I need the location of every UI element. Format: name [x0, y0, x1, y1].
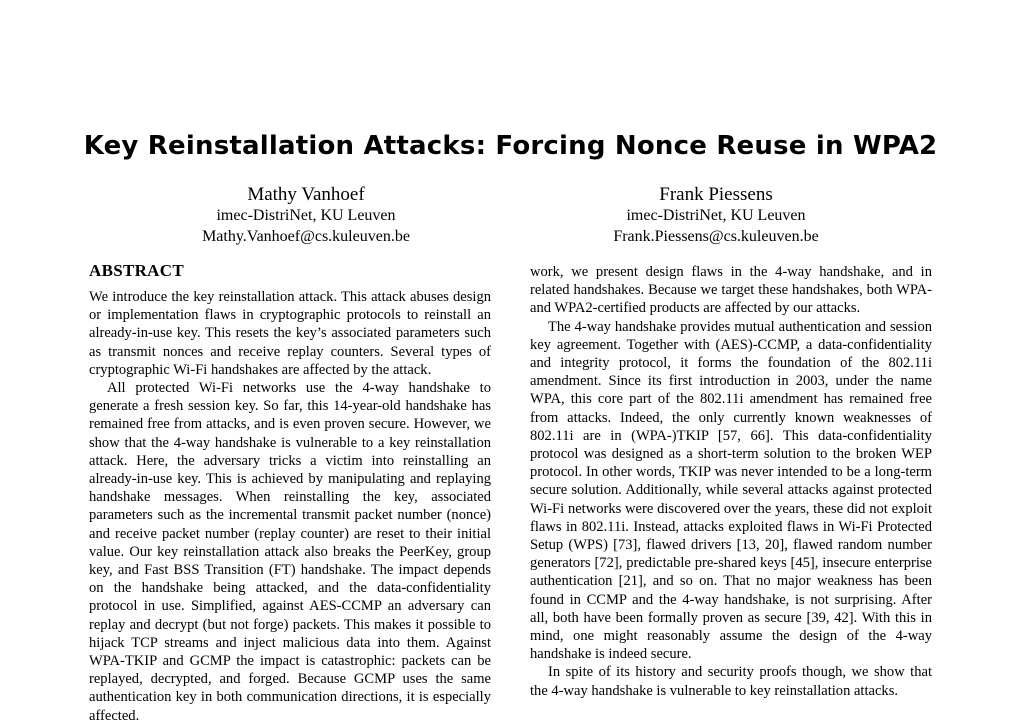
left-column: [89, 261, 491, 725]
paper-title: Key Reinstallation Attacks: Forcing Nonce Reuse in WPA2: [83, 131, 938, 161]
body-paragraph: The 4-way handshake provides mutual authentication and session key agreement. Together with (AES)-CCMP, a data-confidentiality and integrity protocol, it forms the foundation of the 802.11i amendment. Since its first introduction in 2003, under the name WPA, this core part of the 802.11i amendment has remained free from attacks. Indeed, the only currently known weaknesses of 802.11i are in (WPA-)TKIP [57, 66]. This data-confidentiality protocol was designed as a short-term solution to the broken WEP protocol. In other words, TKIP was never intended to be a long-term secure solution. Additionally, while several attacks against protected Wi-Fi networks were discovered over the years, these did not exploit flaws in 802.11i. Instead, attacks exploited flaws in Wi-Fi Protected Setup (WPS) [73], flawed drivers [13, 20], flawed random number generators [72], predictable pre-shared keys [45], insecure enterprise authentication [21], and so on. That no major weakness has been found in CCMP and the 4-way handshake, is not surprising. After all, both have been formally proven as secure [39, 42]. With this in mind, one might reasonably assume the design of the 4-way handshake is indeed secure.: [530, 318, 932, 663]
right-column: [530, 263, 932, 700]
abstract-paragraph: We introduce the key reinstallation attack. This attack abuses design or implementation flaws in cryptographic protocols to reinstall an already-in-use key. This resets the key’s associated parameters such as transmit nonces and receive replay counters. Several types of cryptographic Wi-Fi handshakes are affected by the attack.: [89, 289, 491, 378]
author-email: Mathy.Vanhoef@cs.kuleuven.be: [202, 228, 410, 245]
author-affiliation: imec-DistriNet, KU Leuven: [626, 207, 806, 224]
author-name: Mathy Vanhoef: [247, 184, 365, 205]
author-block-2: [536, 184, 896, 247]
body-paragraph: work, we present design flaws in the 4-way handshake, and in related handshakes. Because we target these handshakes, both WPA- and WPA2-certified products are affected by our attacks.: [530, 264, 932, 317]
abstract-paragraph: All protected Wi-Fi networks use the 4-way handshake to generate a fresh session key. So far, this 14-year-old handshake has remained free from attacks, and is even proven secure. However, we show that the 4-way handshake is vulnerable to a key reinstallation attack. Here, the adversary tricks a victim into reinstalling an already-in-use key. This is achieved by manipulating and replaying handshake messages. When reinstalling the key, associated parameters such as the incremental transmit packet number (nonce) and receive packet number (replay counter) are reset to their initial value. Our key reinstallation attack also breaks the PeerKey, group key, and Fast BSS Transition (FT) handshake. The impact depends on the handshake being attacked, and the data-confidentiality protocol in use. Simplified, against AES-CCMP an adversary can replay and decrypt (but not forge) packets. This makes it possible to hijack TCP streams and inject malicious data into them. Against WPA-TKIP and GCMP the impact is catastrophic: packets can be replayed, decrypted, and forged. Because GCMP uses the same authentication key in both communication directions, it is especially affected.: [89, 380, 491, 724]
body-paragraph: In spite of its history and security proofs though, we show that the 4-way handshake is vulnerable to key reinstallation attacks.: [530, 664, 932, 699]
author-email: Frank.Piessens@cs.kuleuven.be: [613, 228, 819, 245]
abstract-heading: ABSTRACT: [89, 261, 184, 280]
author-name: Frank Piessens: [659, 184, 773, 205]
author-block-1: [126, 184, 486, 247]
author-affiliation: imec-DistriNet, KU Leuven: [216, 207, 396, 224]
